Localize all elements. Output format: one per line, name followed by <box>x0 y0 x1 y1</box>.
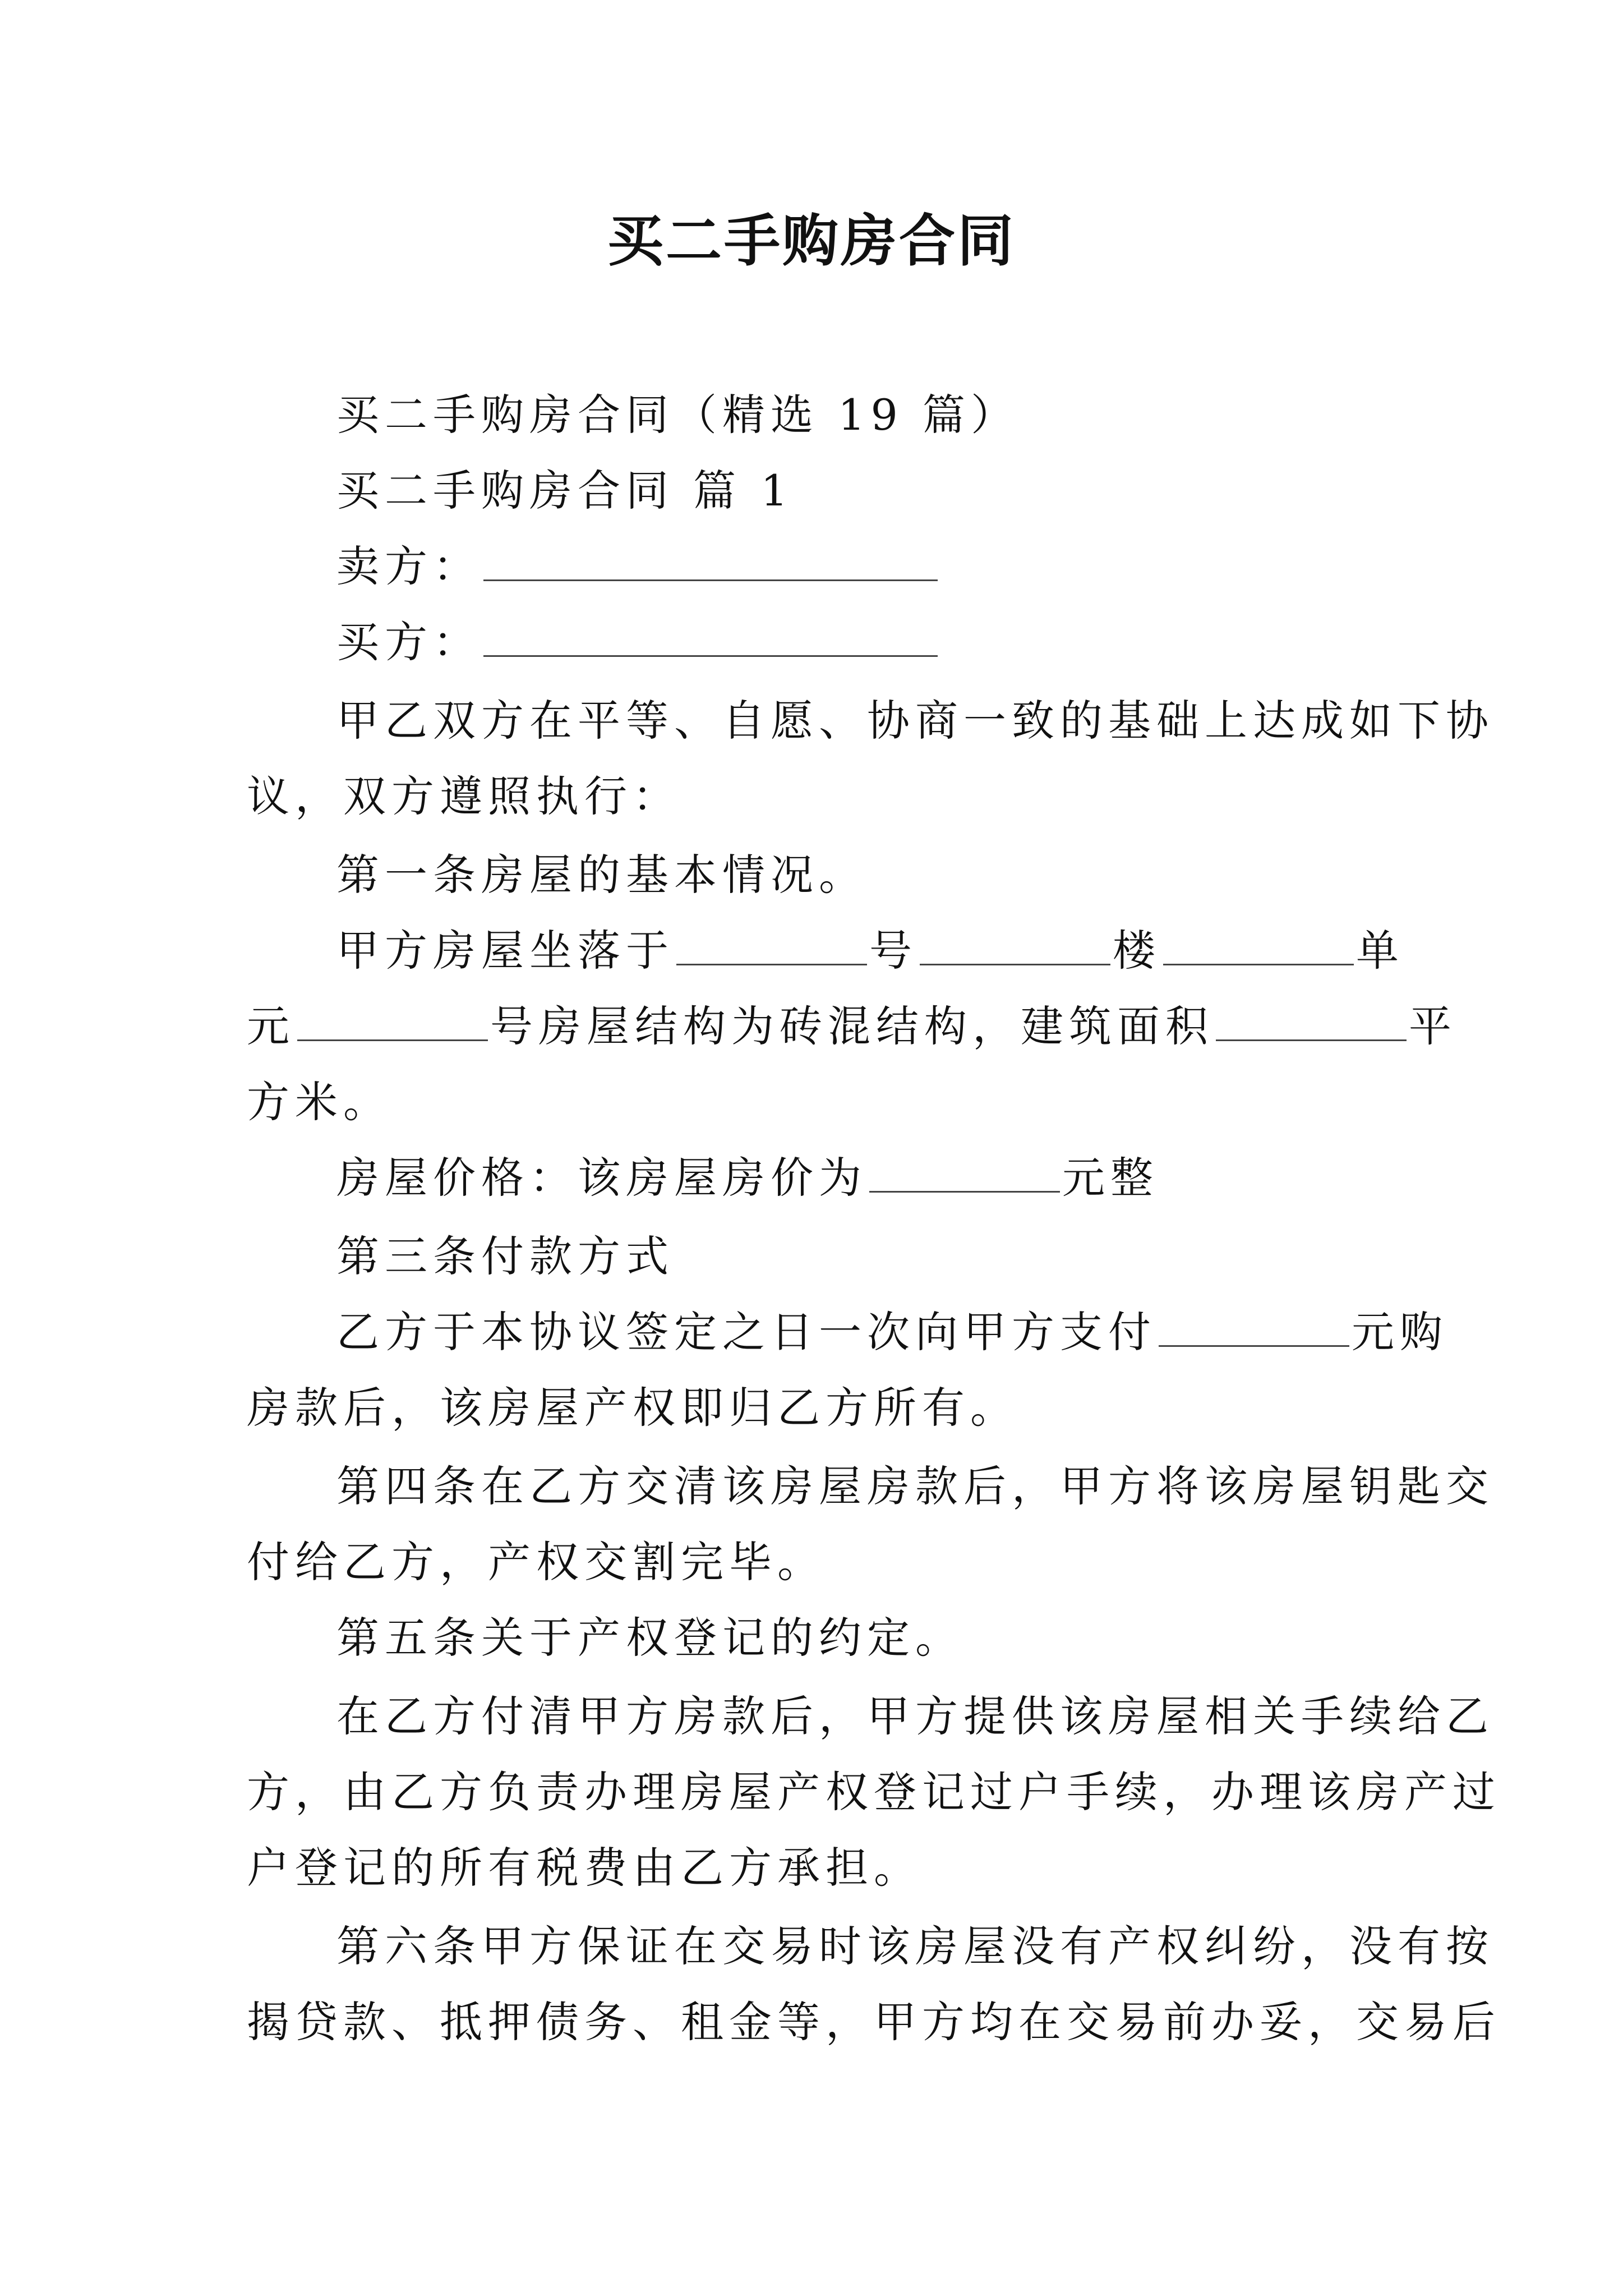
building-blank <box>920 929 1110 965</box>
article1-text-b: 号 <box>869 926 917 976</box>
article5-heading: 第五条关于产权登记的约定。 <box>336 1613 963 1663</box>
buyer-line <box>336 614 1385 670</box>
article5-line2: 方，由乙方负责办理房屋产权登记过户手续，办理该房产过 <box>247 1767 1501 1817</box>
buyer-label: 买方： <box>336 617 481 667</box>
article1-text-a: 甲方房屋坐落于 <box>336 926 674 976</box>
price-line <box>336 1150 1385 1206</box>
article1-line1 <box>336 923 1404 979</box>
article4-line1: 第四条在乙方交清该房屋房款后，甲方将该房屋钥匙交 <box>336 1461 1494 1511</box>
article3-text-b: 元购 <box>1352 1307 1448 1357</box>
seller-label: 卖方： <box>336 541 481 591</box>
article5-line1: 在乙方付清甲方房款后，甲方提供该房屋相关手续给乙 <box>336 1691 1494 1741</box>
article1-text-f: 号房屋结构为砖混结构，建筑面积 <box>490 1001 1214 1051</box>
article3-text-a: 乙方于本协议签定之日一次向甲方支付 <box>336 1307 1156 1357</box>
seller-line <box>336 539 1385 595</box>
price-suffix: 元整 <box>1062 1153 1159 1203</box>
article1-line2 <box>247 999 1457 1055</box>
article5-line3: 户登记的所有税费由乙方承担。 <box>247 1843 922 1893</box>
price-blank <box>869 1156 1060 1193</box>
article1-text-e: 元 <box>247 1001 295 1051</box>
article6-line2: 揭贷款、抵押债务、租金等，甲方均在交易前办妥，交易后 <box>247 1997 1501 2047</box>
area-blank <box>1216 1005 1407 1041</box>
article1-text-g: 平 <box>1409 1001 1457 1051</box>
article4-line2: 付给乙方，产权交割完毕。 <box>247 1537 826 1587</box>
article1-text-d: 单 <box>1356 926 1404 976</box>
document-title: 买二手购房合同 <box>607 208 1016 274</box>
seller-blank <box>483 545 938 581</box>
price-label: 房屋价格：该房屋房价为 <box>336 1153 867 1203</box>
address-number-blank <box>676 929 867 965</box>
unit-blank <box>1163 929 1354 965</box>
room-number-blank <box>297 1005 488 1041</box>
section-heading: 买二手购房合同 篇 1 <box>336 466 794 516</box>
buyer-blank <box>483 620 938 657</box>
article6-line1: 第六条甲方保证在交易时该房屋没有产权纠纷，没有按 <box>336 1921 1494 1971</box>
article3-line1 <box>336 1304 1448 1360</box>
payment-blank <box>1159 1310 1349 1347</box>
article1-heading: 第一条房屋的基本情况。 <box>336 850 867 900</box>
para1-line2: 议，双方遵照执行： <box>247 771 681 821</box>
article3-heading: 第三条付款方式 <box>336 1231 674 1281</box>
article1-text-c: 楼 <box>1113 926 1161 976</box>
article1-line3: 方米。 <box>247 1077 391 1127</box>
para1-line1: 甲乙双方在平等、自愿、协商一致的基础上达成如下协 <box>336 696 1494 746</box>
intro-line: 买二手购房合同（精选 19 篇） <box>336 390 1020 440</box>
article3-line2: 房款后，该房屋产权即归乙方所有。 <box>247 1383 1018 1433</box>
